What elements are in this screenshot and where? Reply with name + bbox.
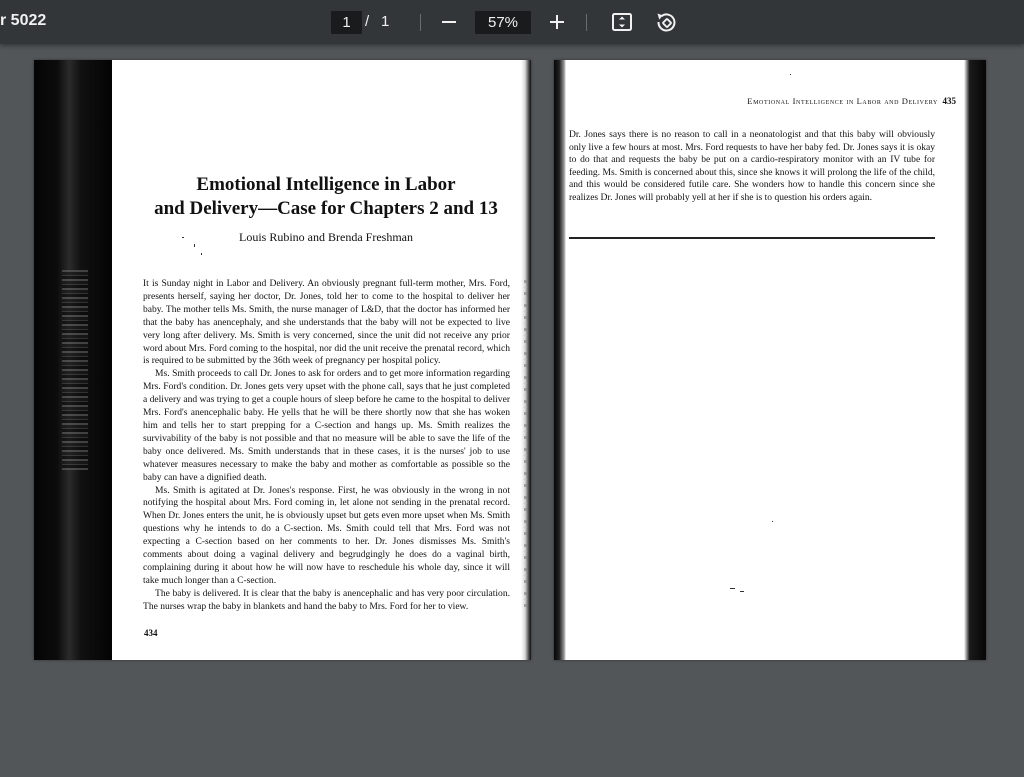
- toolbar-divider: [586, 14, 587, 31]
- scan-speck: [182, 237, 184, 238]
- scan-artifact: [62, 270, 88, 470]
- chapter-authors: Louis Rubino and Brenda Freshman: [239, 230, 413, 244]
- scan-speck: [790, 74, 791, 75]
- chapter-title-line: and Delivery—Case for Chapters 2 and 13: [154, 198, 498, 219]
- page-number: 435: [942, 96, 956, 106]
- case-body-text: [143, 278, 510, 614]
- fit-page-icon: [610, 10, 634, 34]
- case-body-text: [569, 129, 935, 204]
- end-of-case-rule: [569, 237, 935, 239]
- page-number-input[interactable]: [331, 11, 362, 34]
- book-spine: [554, 60, 566, 660]
- rotate-button[interactable]: [651, 7, 681, 37]
- document-title: r 5022: [0, 12, 47, 29]
- running-header-text: Emotional Intelligence in Labor and Delivery: [747, 96, 938, 106]
- scan-shadow: [964, 60, 986, 660]
- toolbar-divider: [420, 14, 421, 31]
- document-page-435: [554, 60, 986, 660]
- scan-speck: [730, 588, 735, 589]
- scan-artifact: [524, 280, 527, 610]
- scan-speck: [772, 521, 773, 522]
- rotate-icon: [654, 10, 678, 34]
- fit-to-page-button[interactable]: [607, 7, 637, 37]
- scan-speck: [194, 244, 195, 247]
- body-paragraph: Ms. Smith is agitated at Dr. Jones's response. First, he was obviously in the wrong in not notifying the hospital about Mrs. Ford coming in, let alone not sending in the prenatal record. When Dr. Jones enters the unit, he is obviously upset but gets even more upset when Ms. Smith questions why he intends to do a C-section. Ms. Smith could tell that Mrs. Ford was not expecting a C-section based on her comments to her. Dr. Jones dismisses Ms. Smith's comments about doing a vaginal delivery and begrudgingly he does do a vaginal birth, complaining during it about how he will now have to reschedule his whole day, since it will take much longer than a C-section.: [143, 484, 510, 586]
- minus-icon: [441, 14, 457, 30]
- plus-icon: [549, 14, 565, 30]
- body-paragraph: It is Sunday night in Labor and Delivery. An obviously pregnant full-term mother, Mrs. Ford, presents herself, saying her doctor, Dr. Jones, told her to come to the hospital to deliver her baby. The mother tells Ms. Smith, the nurse manager of L&D, that the doctor has informed her that the baby has anencephaly, and she understands that the baby will not be expected to live very long after delivery. Ms. Smith is very concerned, since the unit did not receive any prior word about Mrs. Ford coming to the hospital, nor did the unit receive the prenatal record, which is required to be submitted by the 36th week of pregnancy per hospital policy.: [143, 278, 510, 367]
- page-separator: /: [365, 13, 370, 30]
- zoom-out-button[interactable]: [434, 7, 464, 37]
- chapter-title-line: Emotional Intelligence in Labor: [196, 174, 456, 195]
- zoom-level-input[interactable]: [475, 11, 531, 34]
- scan-speck: [201, 253, 202, 255]
- document-page-434: [34, 60, 531, 660]
- page-number: 434: [144, 628, 158, 638]
- scan-speck: [740, 591, 744, 592]
- chapter-title: [144, 173, 508, 221]
- running-header: [662, 96, 938, 106]
- zoom-in-button[interactable]: [542, 7, 572, 37]
- body-paragraph: Ms. Smith proceeds to call Dr. Jones to ask for orders and to get more information regarding Mrs. Ford's condition. Dr. Jones gets very upset with the phone call, says that he just completed a delivery and was trying to get a couple hours of sleep before he came to the hospital to deliver Mrs. Ford's anencephalic baby. He yells that he will be there shortly now that she has woken him and tells her to start prepping for a C-section and hangs up. Ms. Smith realizes the survivability of the baby is not possible and that no measure will be able to save the life of the baby once delivered. Ms. Smith understands that in these cases, it is the nurses' job to use whatever measures necessary to make the baby and mother as comfortable as possible so the baby can have a dignified death.: [143, 368, 510, 483]
- page-total: 1: [381, 13, 390, 30]
- pdf-toolbar: [0, 0, 1024, 44]
- body-paragraph: Dr. Jones says there is no reason to call in a neonatologist and that this baby will obviously only live a few hours at most. Mrs. Ford requests to have her baby fed. Dr. Jones says it is okay to do that and requests the baby be put on a cardio-respiratory monitor with an IV tube for feeding. Ms. Smith is concerned about this, since she knows it will prolong the life of the child, and this would be considered futile care. She wonders how to handle this concern since she realizes Dr. Jones will probably yell at her if she is to question his orders again.: [569, 129, 935, 203]
- body-paragraph: The baby is delivered. It is clear that the baby is anencephalic and has very poor circulation. The nurses wrap the baby in blankets and hand the baby to Mrs. Ford for her to view.: [143, 587, 510, 612]
